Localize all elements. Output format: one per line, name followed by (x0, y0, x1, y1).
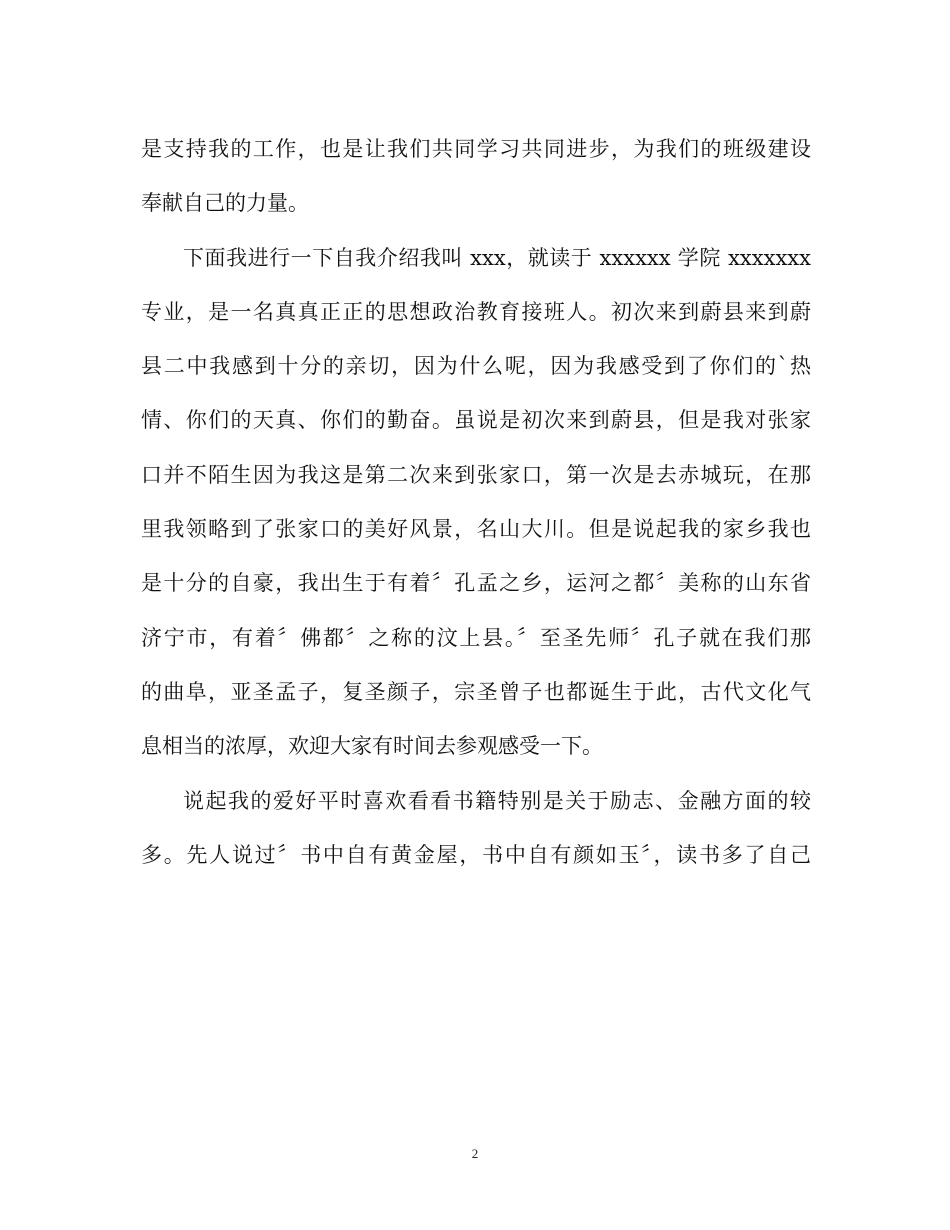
text-line: 里我领略到了张家口的美好风景，名山大川。但是说起我的家乡我也 (141, 517, 811, 542)
text-line: 的曲阜，亚圣孟子，复圣颜子，宗圣曾子也都诞生于此，古代文化气 (141, 679, 811, 704)
text-line: 息相当的浓厚，欢迎大家有时间去参观感受一下。 (141, 734, 603, 759)
paragraph-first-line: 下面我进行一下自我介绍我叫 xxx，就读于 xxxxxx 学院 xxxxxxx (183, 245, 811, 270)
page-number: 2 (471, 1146, 479, 1161)
text-line: 是支持我的工作，也是让我们共同学习共同进步，为我们的班级建设 (141, 137, 811, 161)
paragraph-first-line: 说起我的爱好平时喜欢看看书籍特别是关于励志、金融方面的较 (183, 788, 811, 813)
body-text (141, 122, 811, 882)
text-line: 情、你们的天真、你们的勤奋。虽说是初次来到蔚县，但是我对张家 (141, 408, 811, 433)
text-line: 是十分的自豪，我出生于有着〞孔孟之乡，运河之都〞美称的山东省 (141, 571, 811, 596)
text-line: 奉献自己的力量。 (141, 191, 309, 216)
text-line: 专业，是一名真真正正的思想政治教育接班人。初次来到蔚县来到蔚 (141, 299, 811, 324)
text-line: 多。先人说过〞书中自有黄金屋，书中自有颜如玉〞，读书多了自己 (141, 842, 811, 867)
text-line: 济宁市，有着〞佛都〞之称的汶上县。〞至圣先师〞孔子就在我们那 (141, 625, 811, 650)
text-line: 县二中我感到十分的亲切，因为什么呢，因为我感受到了你们的`热 (141, 354, 811, 379)
text-line: 口并不陌生因为我这是第二次来到张家口，第一次是去赤城玩，在那 (141, 462, 811, 487)
